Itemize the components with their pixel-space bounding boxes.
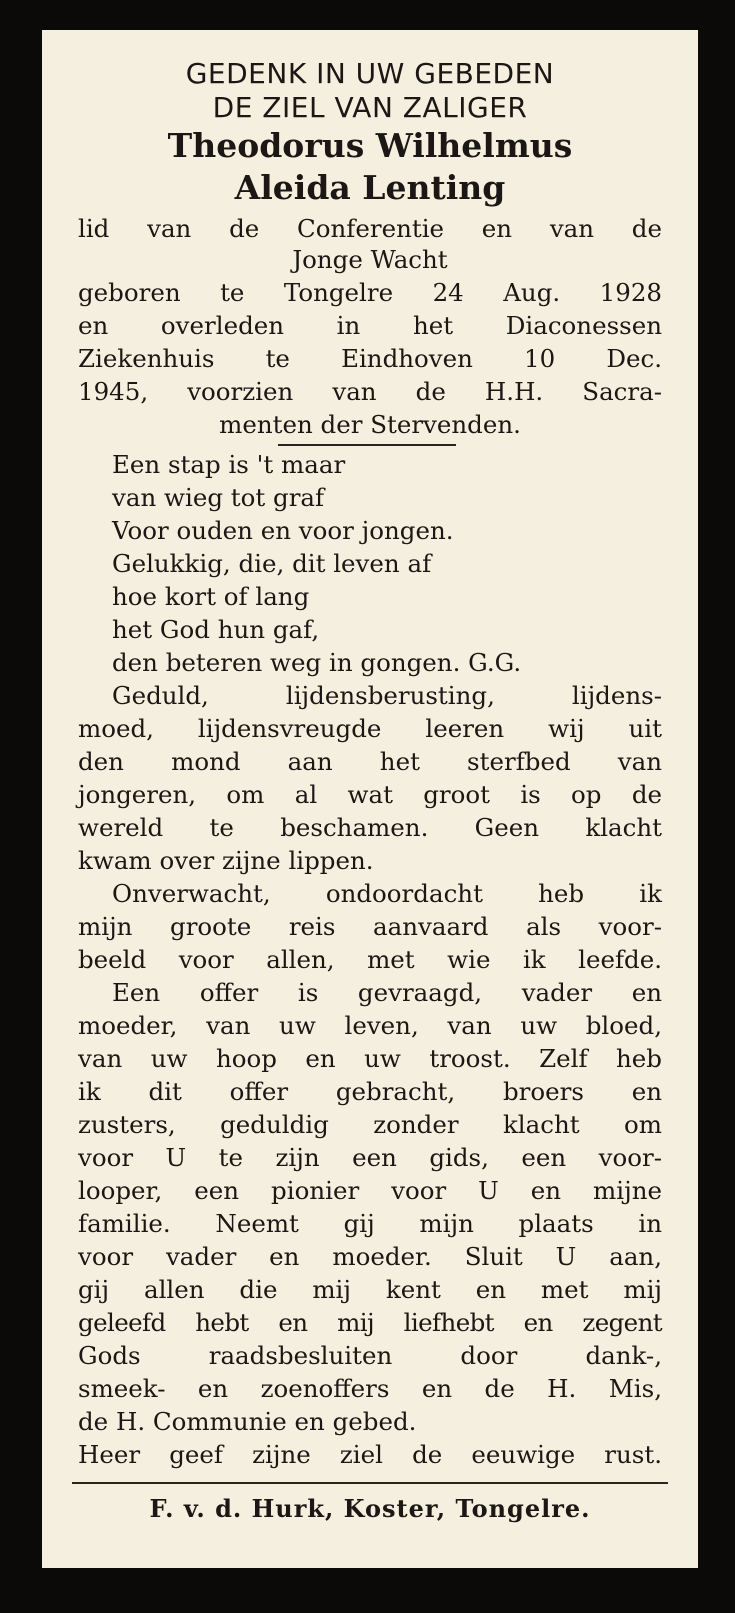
body-line: looper, een pionier voor U en mijne bbox=[78, 1176, 662, 1205]
divider-rule bbox=[278, 444, 456, 446]
bio-line: Ziekenhuis te Eindhoven 10 Dec. bbox=[78, 344, 662, 373]
bio-line: menten der Stervenden. bbox=[219, 410, 521, 439]
body-line: mijn groote reis aanvaard als voor- bbox=[78, 912, 662, 941]
body-line: Een offer is gevraagd, vader en bbox=[112, 978, 662, 1007]
memorial-card bbox=[42, 30, 698, 1568]
body-line: gij allen die mij kent en met mij bbox=[78, 1275, 662, 1304]
poem-line: Gelukkig, die, dit leven af bbox=[112, 549, 432, 578]
body-line: zusters, geduldig zonder klacht om bbox=[78, 1110, 662, 1139]
body-line: wereld te beschamen. Geen klacht bbox=[78, 813, 662, 842]
header-line-2: DE ZIEL VAN ZALIGER bbox=[212, 91, 528, 124]
deceased-name-line-2: Aleida Lenting bbox=[234, 168, 506, 207]
body-line: kwam over zijne lippen. bbox=[78, 846, 374, 875]
body-line: Heer geef zijne ziel de eeuwige rust. bbox=[78, 1440, 662, 1469]
poem-line: hoe kort of lang bbox=[112, 582, 310, 611]
poem-line: Voor ouden en voor jongen. bbox=[112, 516, 454, 545]
bio-line: geboren te Tongelre 24 Aug. 1928 bbox=[78, 278, 662, 307]
poem-line: den beteren weg in gongen. G.G. bbox=[112, 648, 522, 677]
body-line: voor vader en moeder. Sluit U aan, bbox=[78, 1242, 662, 1271]
header-line-1: GEDENK IN UW GEBEDEN bbox=[185, 57, 555, 90]
bio-line: Jonge Wacht bbox=[292, 245, 448, 274]
poem-line: van wieg tot graf bbox=[112, 483, 325, 512]
body-line: familie. Neemt gij mijn plaats in bbox=[78, 1209, 662, 1238]
body-line: smeek- en zoenoffers en de H. Mis, bbox=[78, 1374, 662, 1403]
body-line: moeder, van uw leven, van uw bloed, bbox=[78, 1011, 662, 1040]
body-line: ik dit offer gebracht, broers en bbox=[78, 1077, 662, 1106]
body-line: moed, lijdensvreugde leeren wij uit bbox=[78, 714, 662, 743]
body-line: Onverwacht, ondoordacht heb ik bbox=[112, 879, 662, 908]
poem-line: Een stap is 't maar bbox=[112, 450, 346, 479]
deceased-name-line-1: Theodorus Wilhelmus bbox=[167, 126, 573, 165]
body-line: Geduld, lijdensberusting, lijdens- bbox=[112, 681, 662, 710]
bio-line: 1945, voorzien van de H.H. Sacra- bbox=[78, 377, 662, 406]
poem-line: het God hun gaf, bbox=[112, 615, 320, 644]
body-line: den mond aan het sterfbed van bbox=[78, 747, 662, 776]
bio-line: lid van de Conferentie en van de bbox=[78, 214, 662, 243]
bio-line: en overleden in het Diaconessen bbox=[78, 311, 662, 340]
body-line: jongeren, om al wat groot is op de bbox=[78, 780, 662, 809]
body-line: voor U te zijn een gids, een voor- bbox=[78, 1143, 662, 1172]
printer-signature: F. v. d. Hurk, Koster, Tongelre. bbox=[149, 1494, 591, 1523]
body-line: beeld voor allen, met wie ik leefde. bbox=[78, 945, 662, 974]
footer-rule bbox=[72, 1482, 668, 1484]
body-line: de H. Communie en gebed. bbox=[78, 1407, 417, 1436]
body-line: geleefd hebt en mij liefhebt en zegent bbox=[78, 1308, 662, 1337]
body-line: Gods raadsbesluiten door dank-, bbox=[78, 1341, 662, 1370]
body-line: van uw hoop en uw troost. Zelf heb bbox=[78, 1044, 662, 1073]
